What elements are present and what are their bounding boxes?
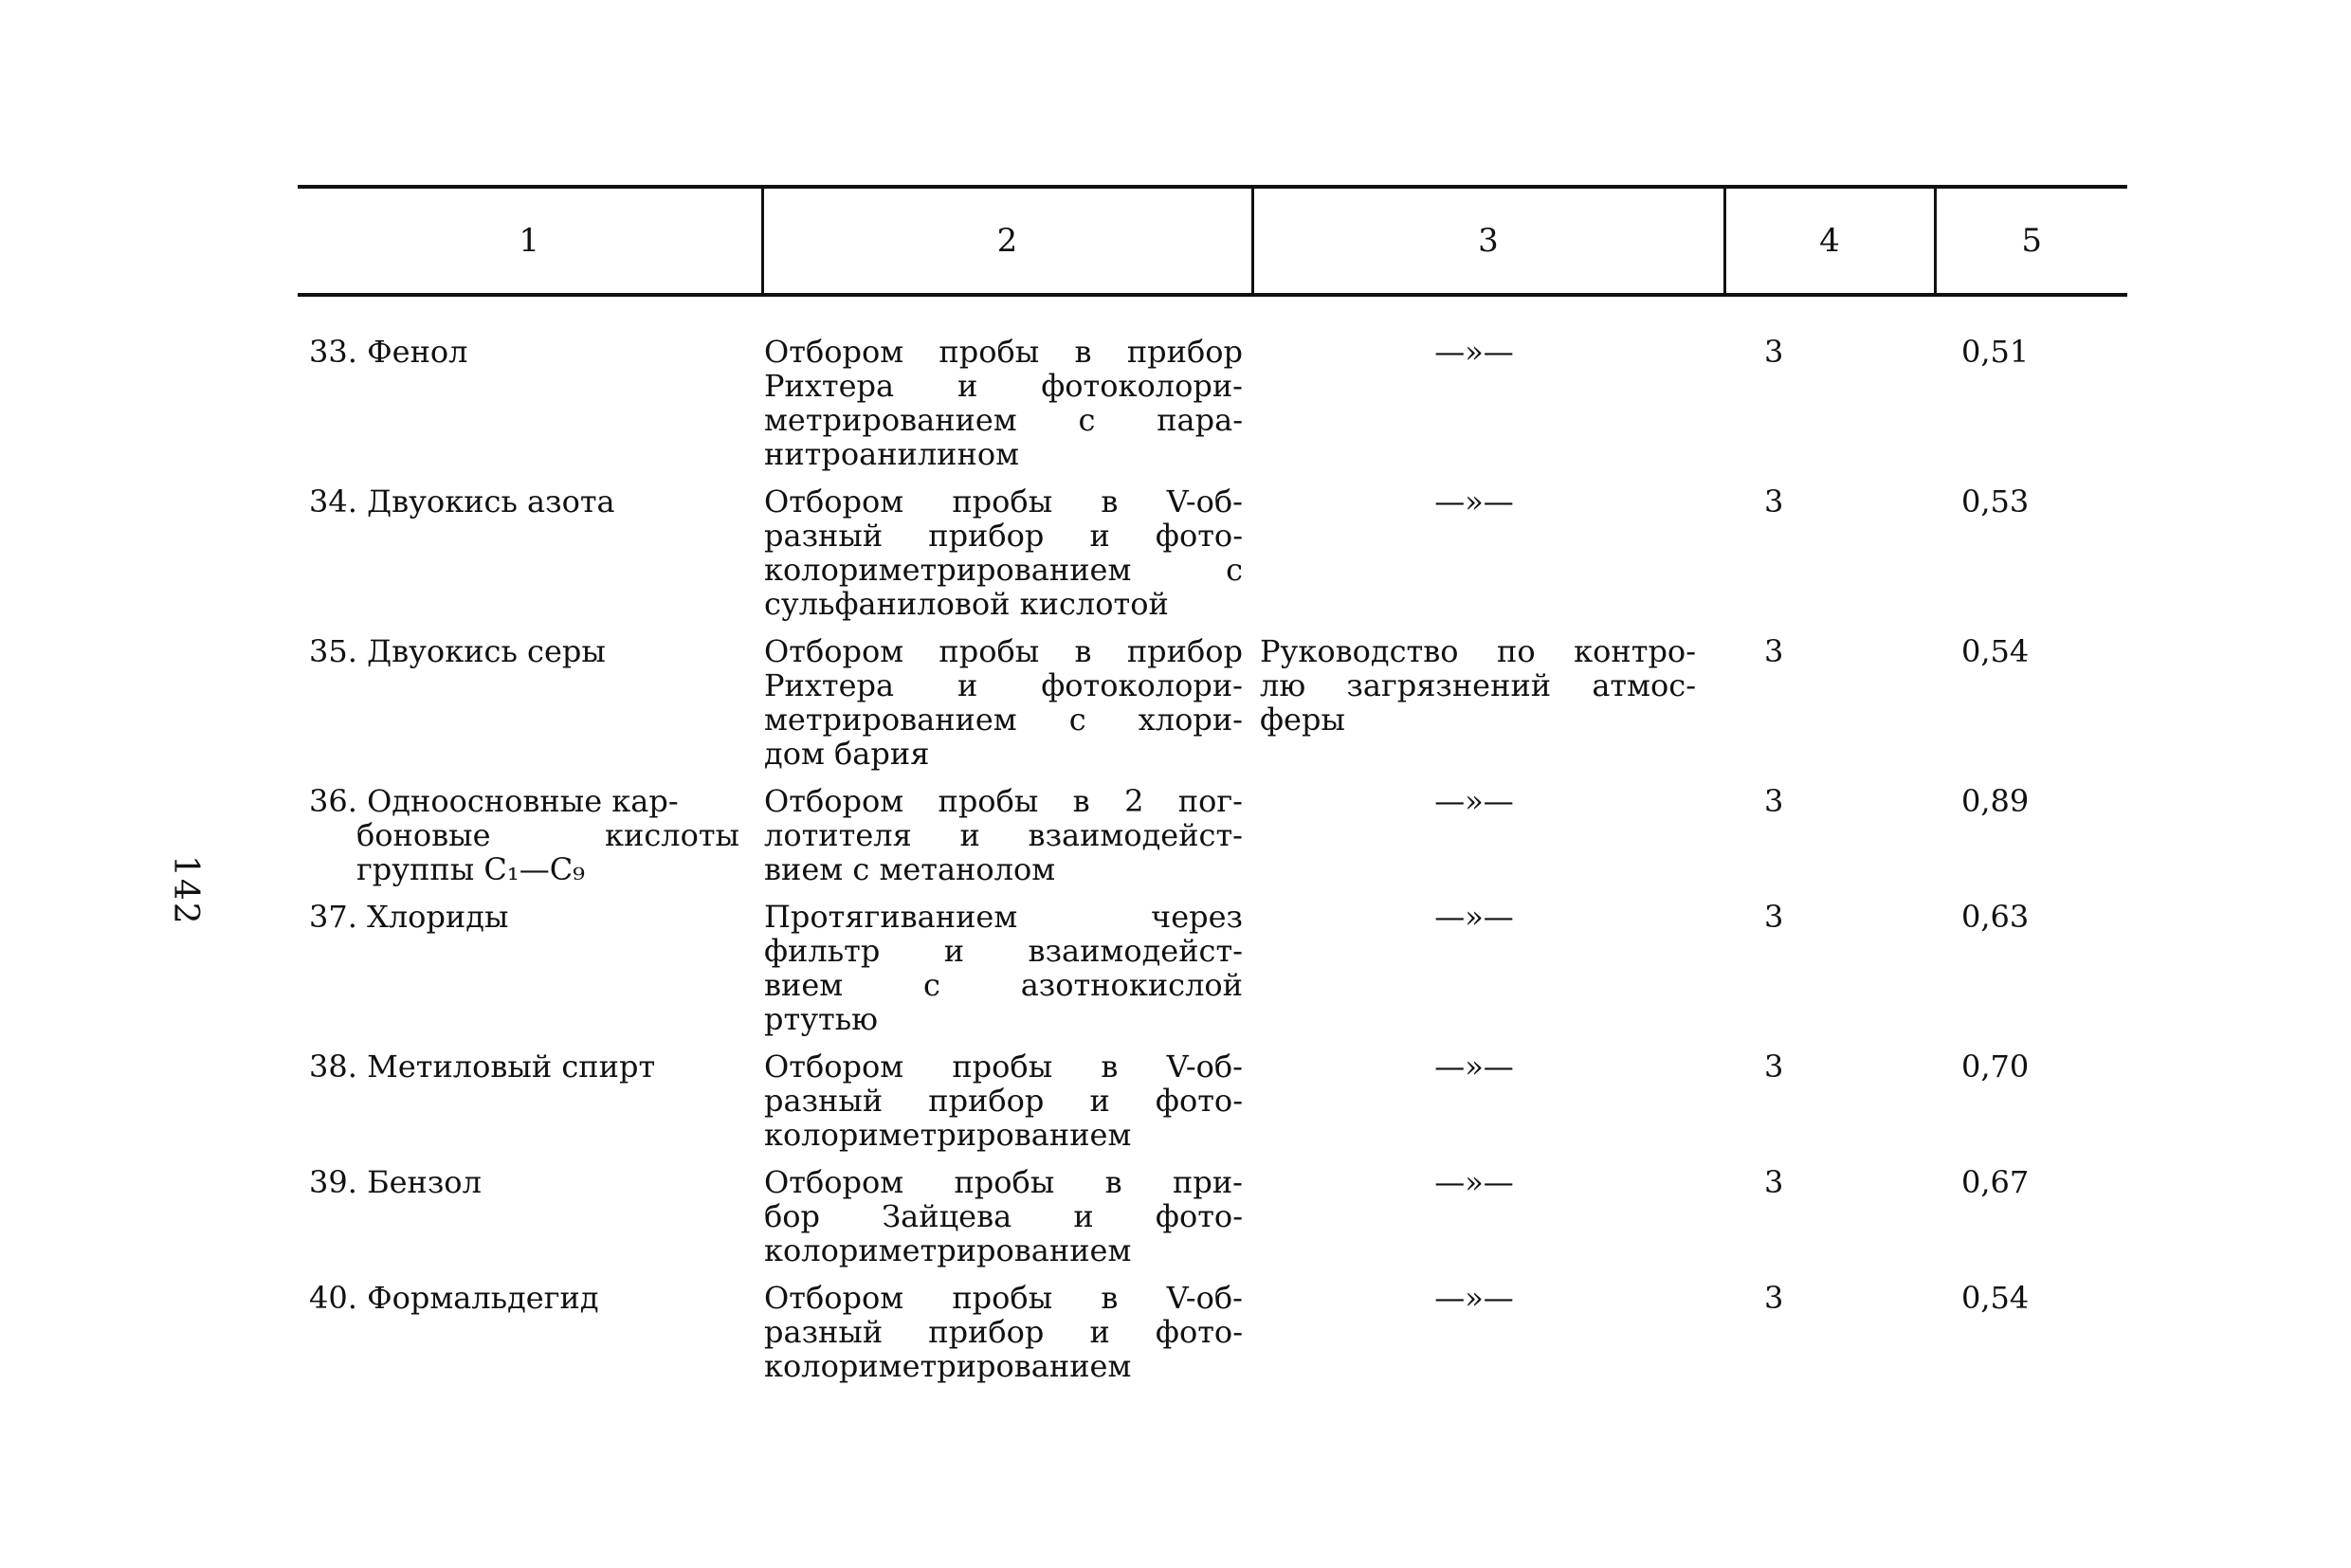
method-line: колориметрированием с: [764, 552, 1243, 588]
ditto-mark-cell: [1252, 784, 1724, 900]
value-cell: 0,63: [1961, 899, 2030, 935]
method-line: Протягиванием через: [764, 899, 1243, 935]
ditto-mark: —»—: [1434, 1280, 1514, 1316]
table-row: [298, 295, 2127, 484]
value-cell: 0,51: [1961, 334, 2030, 370]
method-line: вием с метанолом: [764, 851, 1056, 887]
substance-name-line: боновые кислоты: [356, 817, 739, 853]
value-cell: 0,54: [1961, 633, 2030, 669]
method-cell: [762, 634, 1252, 784]
method-line: Отбором пробы в прибор: [764, 633, 1243, 669]
substance-name-line: 39. Бензол: [309, 1164, 482, 1200]
ditto-mark-cell: [1252, 484, 1724, 634]
table-row: [298, 900, 2127, 1049]
substance-name-cell: [298, 784, 762, 900]
method-line: разный прибор и фото-: [764, 1083, 1243, 1119]
table-row: [298, 1281, 2127, 1396]
ditto-mark: —»—: [1434, 334, 1514, 370]
method-line: Отбором пробы в V-об-: [764, 483, 1243, 520]
header-col-4: 4: [1724, 187, 1935, 295]
method-line: ртутью: [764, 1001, 878, 1037]
substance-name-line: группы C₁—C₉: [356, 851, 585, 887]
substance-name-cell: [298, 1049, 762, 1165]
header-row: [298, 187, 2127, 295]
method-line: метрированием с пара-: [764, 402, 1243, 438]
count-cell: 3: [1764, 1280, 1784, 1316]
method-line: колориметрированием: [764, 1232, 1132, 1268]
table-body: [298, 295, 2127, 1396]
method-line: нитроанилином: [764, 436, 1019, 472]
method-cell: [762, 1281, 1252, 1396]
ditto-mark-cell: [1252, 1281, 1724, 1396]
method-line: Отбором пробы в 2 пог-: [764, 783, 1243, 819]
count-cell: 3: [1764, 334, 1784, 370]
table-row: [298, 634, 2127, 784]
value-cell: 0,70: [1961, 1048, 2030, 1085]
method-cell: [762, 295, 1252, 484]
table-header: [298, 187, 2127, 295]
method-line: разный прибор и фото-: [764, 1314, 1243, 1350]
ditto-mark: —»—: [1434, 899, 1514, 935]
substance-name-line: 36. Одноосновные кар-: [309, 783, 679, 819]
ditto-mark: —»—: [1434, 1048, 1514, 1085]
count-cell: 3: [1764, 783, 1784, 819]
method-cell: [762, 1165, 1252, 1281]
method-line: метрированием с хлори-: [764, 702, 1243, 738]
count-cell: 3: [1764, 1164, 1784, 1200]
guide-cell: [1252, 634, 1724, 784]
header-col-1: 1: [298, 187, 762, 295]
table-row: [298, 484, 2127, 634]
substance-name-line: 34. Двуокись азота: [309, 483, 615, 520]
ditto-mark-cell: [1252, 295, 1724, 484]
count-cell: 3: [1764, 899, 1784, 935]
substance-name-line: 38. Метиловый спирт: [309, 1048, 656, 1085]
substance-name-line: 40. Формальдегид: [309, 1280, 599, 1316]
header-col-5: 5: [1935, 187, 2127, 295]
substance-name-cell: [298, 634, 762, 784]
method-line: фильтр и взаимодейст-: [764, 933, 1243, 969]
method-cell: [762, 900, 1252, 1049]
substance-name-cell: [298, 484, 762, 634]
substance-name-cell: [298, 900, 762, 1049]
value-cell: 0,67: [1961, 1164, 2030, 1200]
method-cell: [762, 1049, 1252, 1165]
value-cell: 0,53: [1961, 483, 2030, 520]
substance-name-line: 35. Двуокись серы: [309, 633, 606, 669]
ditto-mark: —»—: [1434, 783, 1514, 819]
method-cell: [762, 784, 1252, 900]
count-cell: 3: [1764, 633, 1784, 669]
ditto-mark: —»—: [1434, 1164, 1514, 1200]
guide-line: феры: [1260, 702, 1345, 738]
method-line: вием с азотнокислой: [764, 967, 1243, 1003]
table-row: [298, 1049, 2127, 1165]
substance-name-line: 33. Фенол: [309, 334, 468, 370]
guide-line: лю загрязнений атмос-: [1260, 667, 1696, 703]
substance-name-line: 37. Хлориды: [309, 899, 509, 935]
substance-name-cell: [298, 1281, 762, 1396]
method-line: Рихтера и фотоколори-: [764, 368, 1243, 404]
guide-line: Руководство по контро-: [1260, 633, 1696, 669]
header-col-3: 3: [1252, 187, 1724, 295]
count-cell: 3: [1764, 483, 1784, 520]
method-line: лотителя и взаимодейст-: [764, 817, 1243, 853]
ditto-mark-cell: [1252, 900, 1724, 1049]
method-cell: [762, 484, 1252, 634]
substance-name-cell: [298, 295, 762, 484]
method-line: дом бария: [764, 736, 930, 772]
method-line: Отбором пробы в при-: [764, 1164, 1243, 1200]
method-line: Отбором пробы в V-об-: [764, 1280, 1243, 1316]
method-line: разный прибор и фото-: [764, 518, 1243, 554]
count-cell: 3: [1764, 1048, 1784, 1085]
method-line: колориметрированием: [764, 1348, 1132, 1384]
method-line: Рихтера и фотоколори-: [764, 667, 1243, 703]
page-number: 142: [166, 855, 205, 926]
value-cell: 0,89: [1961, 783, 2030, 819]
method-line: сульфаниловой кислотой: [764, 586, 1169, 622]
method-line: колориметрированием: [764, 1117, 1132, 1153]
method-line: Отбором пробы в прибор: [764, 334, 1243, 370]
ditto-mark-cell: [1252, 1165, 1724, 1281]
table-row: [298, 1165, 2127, 1281]
ditto-mark: —»—: [1434, 483, 1514, 520]
header-col-2: 2: [762, 187, 1252, 295]
table-row: [298, 784, 2127, 900]
data-table: [298, 185, 2127, 1396]
ditto-mark-cell: [1252, 1049, 1724, 1165]
value-cell: 0,54: [1961, 1280, 2030, 1316]
substance-name-cell: [298, 1165, 762, 1281]
method-line: бор Зайцева и фото-: [764, 1198, 1243, 1234]
method-line: Отбором пробы в V-об-: [764, 1048, 1243, 1085]
data-table-container: [298, 185, 2127, 1396]
